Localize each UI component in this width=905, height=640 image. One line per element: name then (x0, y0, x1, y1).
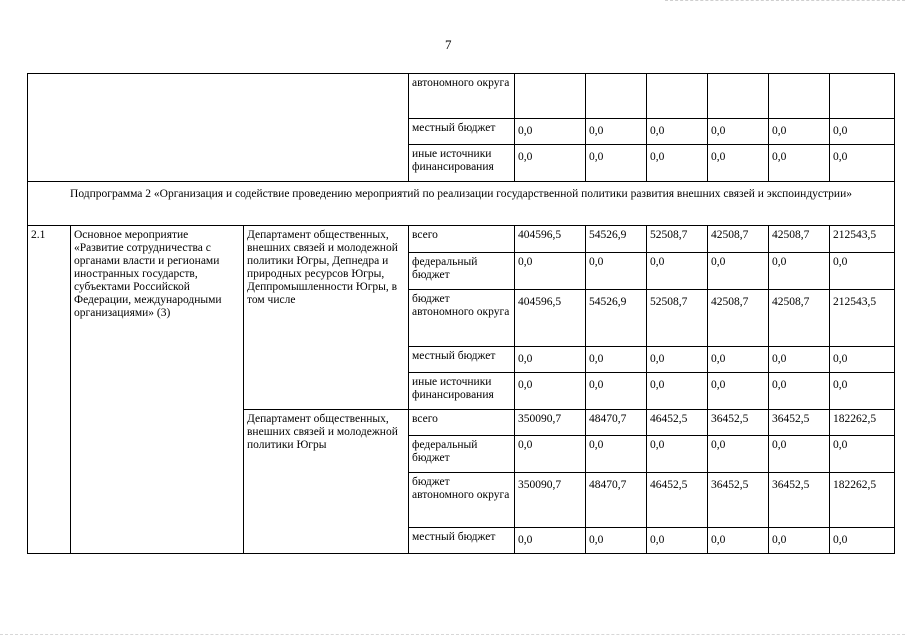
value-cell: 0,0 (515, 119, 586, 145)
value-cell: 0,0 (647, 436, 708, 473)
value-cell: 36452,5 (708, 410, 769, 436)
value-cell: 0,0 (647, 373, 708, 410)
value-cell: 0,0 (586, 436, 647, 473)
value-cell: 0,0 (830, 253, 895, 290)
value-cell: 0,0 (647, 253, 708, 290)
value-cell: 0,0 (515, 373, 586, 410)
value-cell: 0,0 (586, 253, 647, 290)
source-label: всего (409, 410, 515, 436)
value-cell: 404596,5 (515, 290, 586, 347)
value-cell: 0,0 (769, 145, 830, 182)
value-cell: 0,0 (830, 347, 895, 373)
source-label: иные источники финансирования (409, 373, 515, 410)
value-cell: 0,0 (708, 145, 769, 182)
source-label: федеральный бюджет (409, 253, 515, 290)
source-label: бюджет автономного округа (409, 290, 515, 347)
value-cell: 0,0 (708, 347, 769, 373)
source-label: местный бюджет (409, 119, 515, 145)
value-cell: 0,0 (515, 253, 586, 290)
subprogram-title: Подпрограмма 2 «Организация и содействие проведению мероприятий по реализации государственной политики развития внешних связей и экспоиндустрии» (28, 182, 895, 226)
value-cell (647, 74, 708, 119)
value-cell: 0,0 (769, 528, 830, 554)
value-cell: 0,0 (647, 528, 708, 554)
table-row (28, 226, 895, 253)
value-cell: 0,0 (769, 253, 830, 290)
value-cell: 0,0 (515, 528, 586, 554)
value-cell: 0,0 (830, 373, 895, 410)
value-cell: 0,0 (830, 119, 895, 145)
executor-cell: Департамент общественных, внешних связей и молодежной политики Югры, Депнедра и природных ресурсов Югры, Деппромышленности Югры, в том числе (244, 226, 409, 410)
value-cell: 0,0 (708, 436, 769, 473)
scan-edge-top (665, 0, 905, 1)
value-cell: 0,0 (708, 373, 769, 410)
value-cell: 0,0 (647, 119, 708, 145)
value-cell: 42508,7 (708, 290, 769, 347)
value-cell: 0,0 (769, 436, 830, 473)
value-cell: 46452,5 (647, 473, 708, 528)
value-cell: 212543,5 (830, 290, 895, 347)
value-cell: 0,0 (830, 436, 895, 473)
value-cell: 0,0 (586, 347, 647, 373)
value-cell: 350090,7 (515, 473, 586, 528)
value-cell: 182262,5 (830, 410, 895, 436)
value-cell: 36452,5 (708, 473, 769, 528)
value-cell: 0,0 (708, 119, 769, 145)
source-label: автономного округа (409, 74, 515, 119)
value-cell: 0,0 (515, 436, 586, 473)
value-cell: 42508,7 (708, 226, 769, 253)
value-cell: 0,0 (708, 528, 769, 554)
budget-table (27, 73, 895, 554)
scan-edge-bottom (0, 634, 905, 635)
table-row (28, 74, 895, 119)
value-cell: 42508,7 (769, 226, 830, 253)
value-cell (515, 74, 586, 119)
value-cell: 54526,9 (586, 226, 647, 253)
item-name: Основное мероприятие «Развитие сотрудничества с органами власти и регионами иностранных государств, субъектами Российской Федерации, международными организациями» (3) (71, 226, 244, 554)
value-cell: 0,0 (830, 528, 895, 554)
value-cell (769, 74, 830, 119)
value-cell (586, 74, 647, 119)
value-cell: 52508,7 (647, 226, 708, 253)
value-cell: 0,0 (515, 145, 586, 182)
value-cell: 36452,5 (769, 410, 830, 436)
page-number: 7 (445, 37, 452, 52)
value-cell: 36452,5 (769, 473, 830, 528)
value-cell: 0,0 (586, 119, 647, 145)
value-cell: 48470,7 (586, 473, 647, 528)
value-cell: 0,0 (515, 347, 586, 373)
value-cell: 0,0 (586, 528, 647, 554)
empty-cell (28, 74, 409, 182)
source-label: местный бюджет (409, 347, 515, 373)
value-cell: 0,0 (708, 253, 769, 290)
source-label: иные источники финансирования (409, 145, 515, 182)
item-number: 2.1 (28, 226, 71, 554)
source-label: местный бюджет (409, 528, 515, 554)
value-cell: 0,0 (769, 347, 830, 373)
subprogram-row (28, 182, 895, 226)
value-cell: 48470,7 (586, 410, 647, 436)
value-cell: 0,0 (647, 347, 708, 373)
value-cell (830, 74, 895, 119)
value-cell: 0,0 (769, 119, 830, 145)
value-cell: 46452,5 (647, 410, 708, 436)
value-cell: 52508,7 (647, 290, 708, 347)
value-cell: 42508,7 (769, 290, 830, 347)
source-label: бюджет автономного округа (409, 473, 515, 528)
source-label: федеральный бюджет (409, 436, 515, 473)
value-cell: 54526,9 (586, 290, 647, 347)
value-cell (708, 74, 769, 119)
value-cell: 0,0 (830, 145, 895, 182)
value-cell: 0,0 (769, 373, 830, 410)
value-cell: 0,0 (586, 373, 647, 410)
value-cell: 0,0 (586, 145, 647, 182)
value-cell: 182262,5 (830, 473, 895, 528)
value-cell: 0,0 (647, 145, 708, 182)
value-cell: 404596,5 (515, 226, 586, 253)
executor-cell: Департамент общественных, внешних связей и молодежной политики Югры (244, 410, 409, 554)
value-cell: 212543,5 (830, 226, 895, 253)
source-label: всего (409, 226, 515, 253)
value-cell: 350090,7 (515, 410, 586, 436)
